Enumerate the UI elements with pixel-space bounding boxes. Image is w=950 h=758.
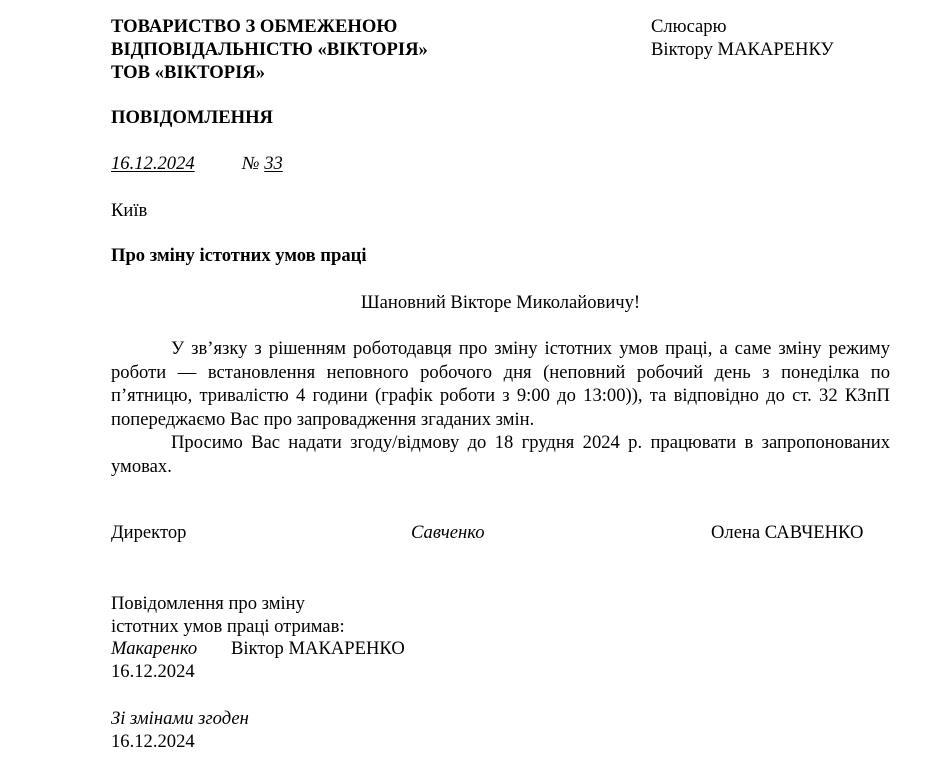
receipt-date: 16.12.2024 xyxy=(111,661,195,682)
consent-date: 16.12.2024 xyxy=(111,731,195,752)
number-label: № xyxy=(242,153,260,174)
addressee-position: Слюсарю xyxy=(651,16,727,37)
city: Київ xyxy=(111,200,148,221)
company-short-name: ТОВ «ВІКТОРІЯ» xyxy=(111,62,266,83)
addressee-name: Віктору МАКАРЕНКУ xyxy=(651,39,834,60)
signer-position: Директор xyxy=(111,522,187,543)
document-number-block xyxy=(242,152,283,175)
receipt-line2: істотних умов праці отримав: xyxy=(111,616,345,637)
employee-signature: Макаренко xyxy=(111,638,198,659)
greeting: Шановний Вікторе Миколайовичу! xyxy=(360,292,641,313)
director-signature: Савченко xyxy=(411,522,485,543)
document-type: ПОВІДОМЛЕННЯ xyxy=(111,107,273,128)
consent-text: Зі змінами згоден xyxy=(111,708,249,729)
signer-name: Олена САВЧЕНКО xyxy=(711,522,864,543)
employee-name: Віктор МАКАРЕНКО xyxy=(231,638,405,659)
document-date: 16.12.2024 xyxy=(111,153,195,174)
subject: Про зміну істотних умов праці xyxy=(111,245,367,266)
document-number: 33 xyxy=(264,153,283,174)
company-name-line2: ВІДПОВІДАЛЬНІСТЮ «ВІКТОРІЯ» xyxy=(111,39,428,60)
receipt-line1: Повідомлення про зміну xyxy=(111,593,305,614)
body-paragraph-1: У зв’язку з рішенням роботодавця про зміну істотних умов праці, а саме зміну режиму роботи — встановлення неповного робочого дня (неповний робочий день з понеділка по п’ятницю, тривалістю 4 години (графік роботи з 9:00 до 13:00)), та відповідно до ст. 32 КЗпП попереджаємо Вас про запровадження згаданих змін. xyxy=(111,338,890,430)
company-name-line1: ТОВАРИСТВО З ОБМЕЖЕНОЮ xyxy=(111,16,398,37)
body-text xyxy=(111,337,890,478)
body-paragraph-2: Просимо Вас надати згоду/відмову до 18 грудня 2024 р. працювати в запропонованих умовах. xyxy=(111,432,890,477)
